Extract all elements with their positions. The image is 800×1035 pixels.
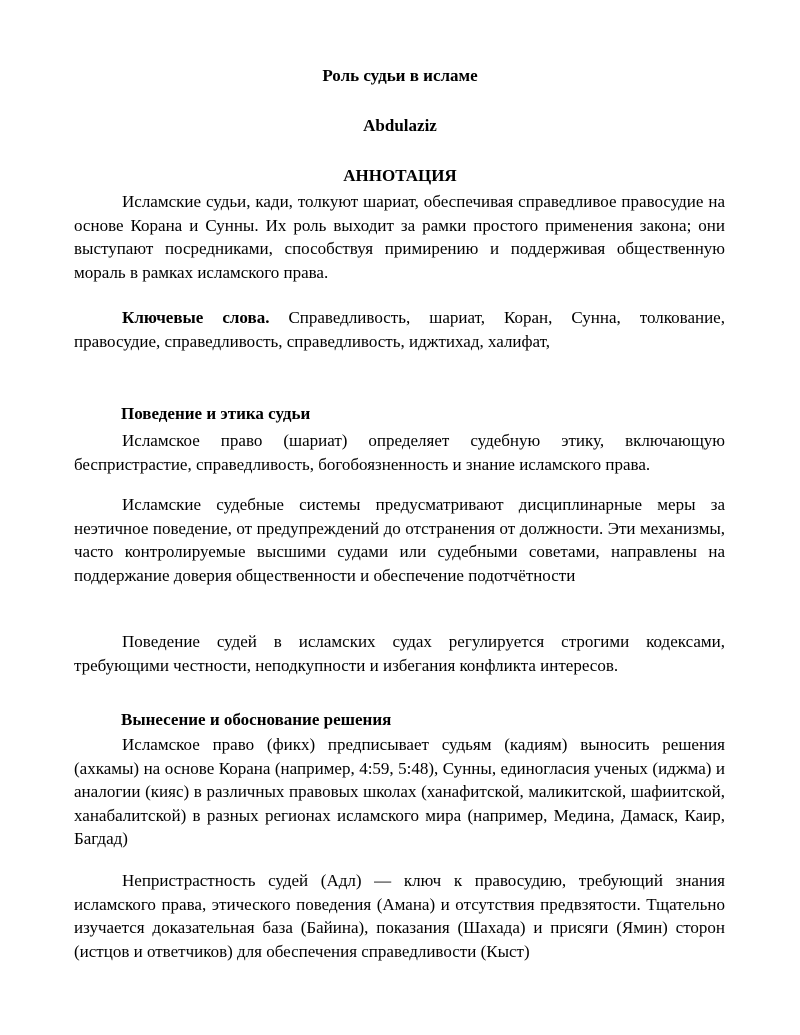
ethics-paragraph-2: Исламские судебные системы предусматривают дисциплинарные меры за неэтичное поведение, от предупреждений до отстранения от должности. Эти механизмы, часто контролируемые высшими судами или судебными советами, направлены на поддержание доверия общественности и обеспечение подотчётности: [74, 495, 725, 585]
section-heading-ethics: Поведение и этика судьи: [121, 404, 311, 423]
ethics-paragraph-3: Поведение судей в исламских судах регулируется строгими кодексами, требующими честности, неподкупности и избегания конфликта интересов.: [74, 632, 725, 675]
decision-paragraph-2: Непристрастность судей (Адл) — ключ к правосудию, требующий знания исламского права, этического поведения (Амана) и отсутствия предвзятости. Тщательно изучается доказательная база (Байина), показания (Шахада) и присяги (Ямин) сторон (истцов и ответчиков) для обеспечения справедливости (Кыст): [74, 871, 725, 961]
abstract-text: Исламские судьи, кади, толкуют шариат, обеспечивая справедливое правосудие на основе Корана и Сунны. Их роль выходит за рамки простого применения закона; они выступают посредниками, способствуя примирению и поддерживая общественную мораль в рамках исламского права.: [74, 192, 725, 282]
keywords-label: Ключевые слова.: [122, 308, 270, 327]
keywords-paragraph: [74, 306, 725, 353]
keywords-list: Справедливость, шариат, Коран, Сунна, толкование, правосудие, справедливость, справедливость, иджтихад, халифат,: [74, 308, 725, 351]
author-name: Abdulaziz: [363, 116, 437, 135]
ethics-paragraph-1: Исламское право (шариат) определяет судебную этику, включающую беспристрастие, справедливость, богобоязненность и знание исламского права.: [74, 431, 725, 474]
abstract-heading: АННОТАЦИЯ: [343, 166, 457, 185]
document-title: Роль судьи в исламе: [322, 66, 478, 85]
section-heading-decision: Вынесение и обоснование решения: [121, 710, 392, 729]
decision-paragraph-1: Исламское право (фикх) предписывает судьям (кадиям) выносить решения (ахкамы) на основе Корана (например, 4:59, 5:48), Сунны, единогласия ученых (иджма) и аналогии (кияс) в различных правовых школах (ханафитской, маликитской, шафиитской, ханабалитской) в разных регионах исламского мира (например, Медина, Дамаск, Каир, Багдад): [74, 735, 725, 848]
